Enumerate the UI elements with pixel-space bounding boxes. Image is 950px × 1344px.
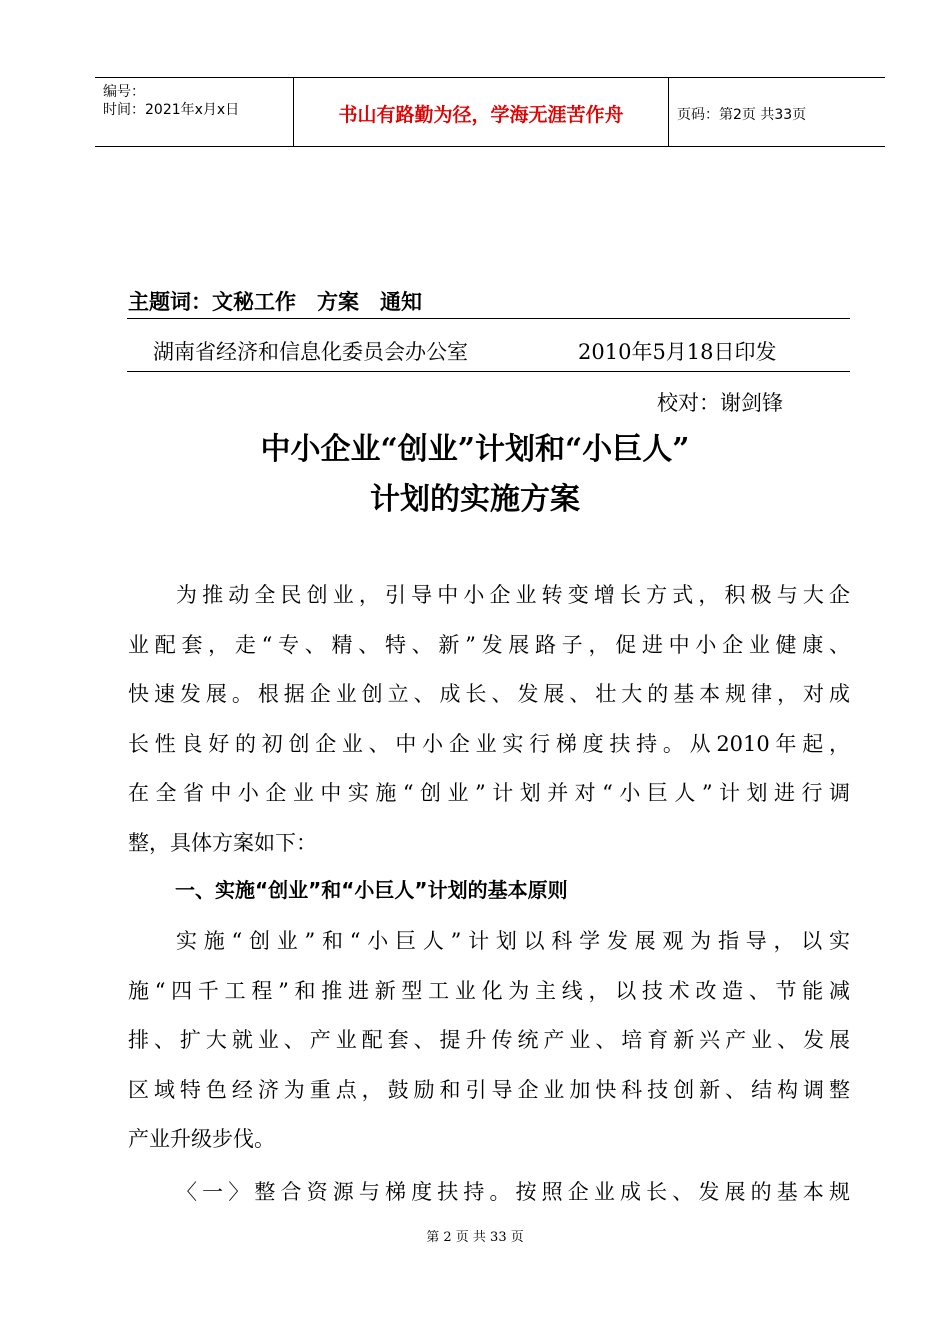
rule-top <box>127 318 850 319</box>
page-footer: 第 2 页 共 33 页 <box>426 1230 524 1245</box>
header-meta-cell <box>95 78 294 146</box>
paragraph-line: 长性良好的初创企业、中小企业实行梯度扶持。从2010年起， <box>128 731 850 756</box>
paragraph-resources <box>128 1168 850 1218</box>
section-heading-1: 一、实施“创业”和“小巨人”计划的基本原则 <box>175 878 568 902</box>
paragraph-line: 实施“创业”和“小巨人”计划以科学发展观为指导，以实 <box>176 929 850 953</box>
issuer-org: 湖南省经济和信息化委员会办公室 <box>153 340 468 364</box>
number-label: 编号： <box>103 84 145 100</box>
paragraph-line: 施“四千工程”和推进新型工业化为主线，以技术改造、节能减 <box>128 978 850 1003</box>
document-header <box>95 77 885 147</box>
header-page-cell <box>669 78 885 146</box>
paragraph-line: 区域特色经济为重点，鼓励和引导企业加快科技创新、结构调整 <box>128 1077 850 1102</box>
subject-keywords: 主题词：文秘工作 方案 通知 <box>128 290 422 314</box>
header-motto-cell <box>294 78 669 146</box>
paragraph-line: 排、扩大就业、产业配套、提升传统产业、培育新兴产业、发展 <box>128 1028 850 1052</box>
paragraph-line: 业配套，走“专、精、特、新”发展路子，促进中小企业健康、 <box>128 632 850 657</box>
time-label: 时间：2021年x月x日 <box>103 102 240 118</box>
doc-title-line2: 计划的实施方案 <box>370 482 580 517</box>
page-info: 页码：第2页 共33页 <box>677 107 807 123</box>
paragraph-intro <box>128 571 850 868</box>
paragraph-line: 为推动全民创业，引导中小企业转变增长方式，积极与大企 <box>176 583 850 607</box>
paragraph-line: 产业升级步伐。 <box>128 1127 275 1151</box>
doc-title-line1: 中小企业“创业”计划和“小巨人” <box>260 432 690 467</box>
paragraph-principles <box>128 917 850 1165</box>
paragraph-line: 在全省中小企业中实施“创业”计划并对“小巨人”计划进行调 <box>128 781 850 805</box>
paragraph-line: 快速发展。根据企业创立、成长、发展、壮大的基本规律，对成 <box>128 682 850 706</box>
paragraph-line: 整，具体方案如下： <box>128 830 317 855</box>
paragraph-line: 〈一〉整合资源与梯度扶持。按照企业成长、发展的基本规 <box>176 1180 850 1204</box>
issuer-date: 2010年5月18日印发 <box>578 340 777 364</box>
motto-text: 书山有路勤为径，学海无涯苦作舟 <box>338 104 624 126</box>
proofreader: 校对：谢剑锋 <box>657 391 783 415</box>
rule-bottom <box>127 371 850 372</box>
